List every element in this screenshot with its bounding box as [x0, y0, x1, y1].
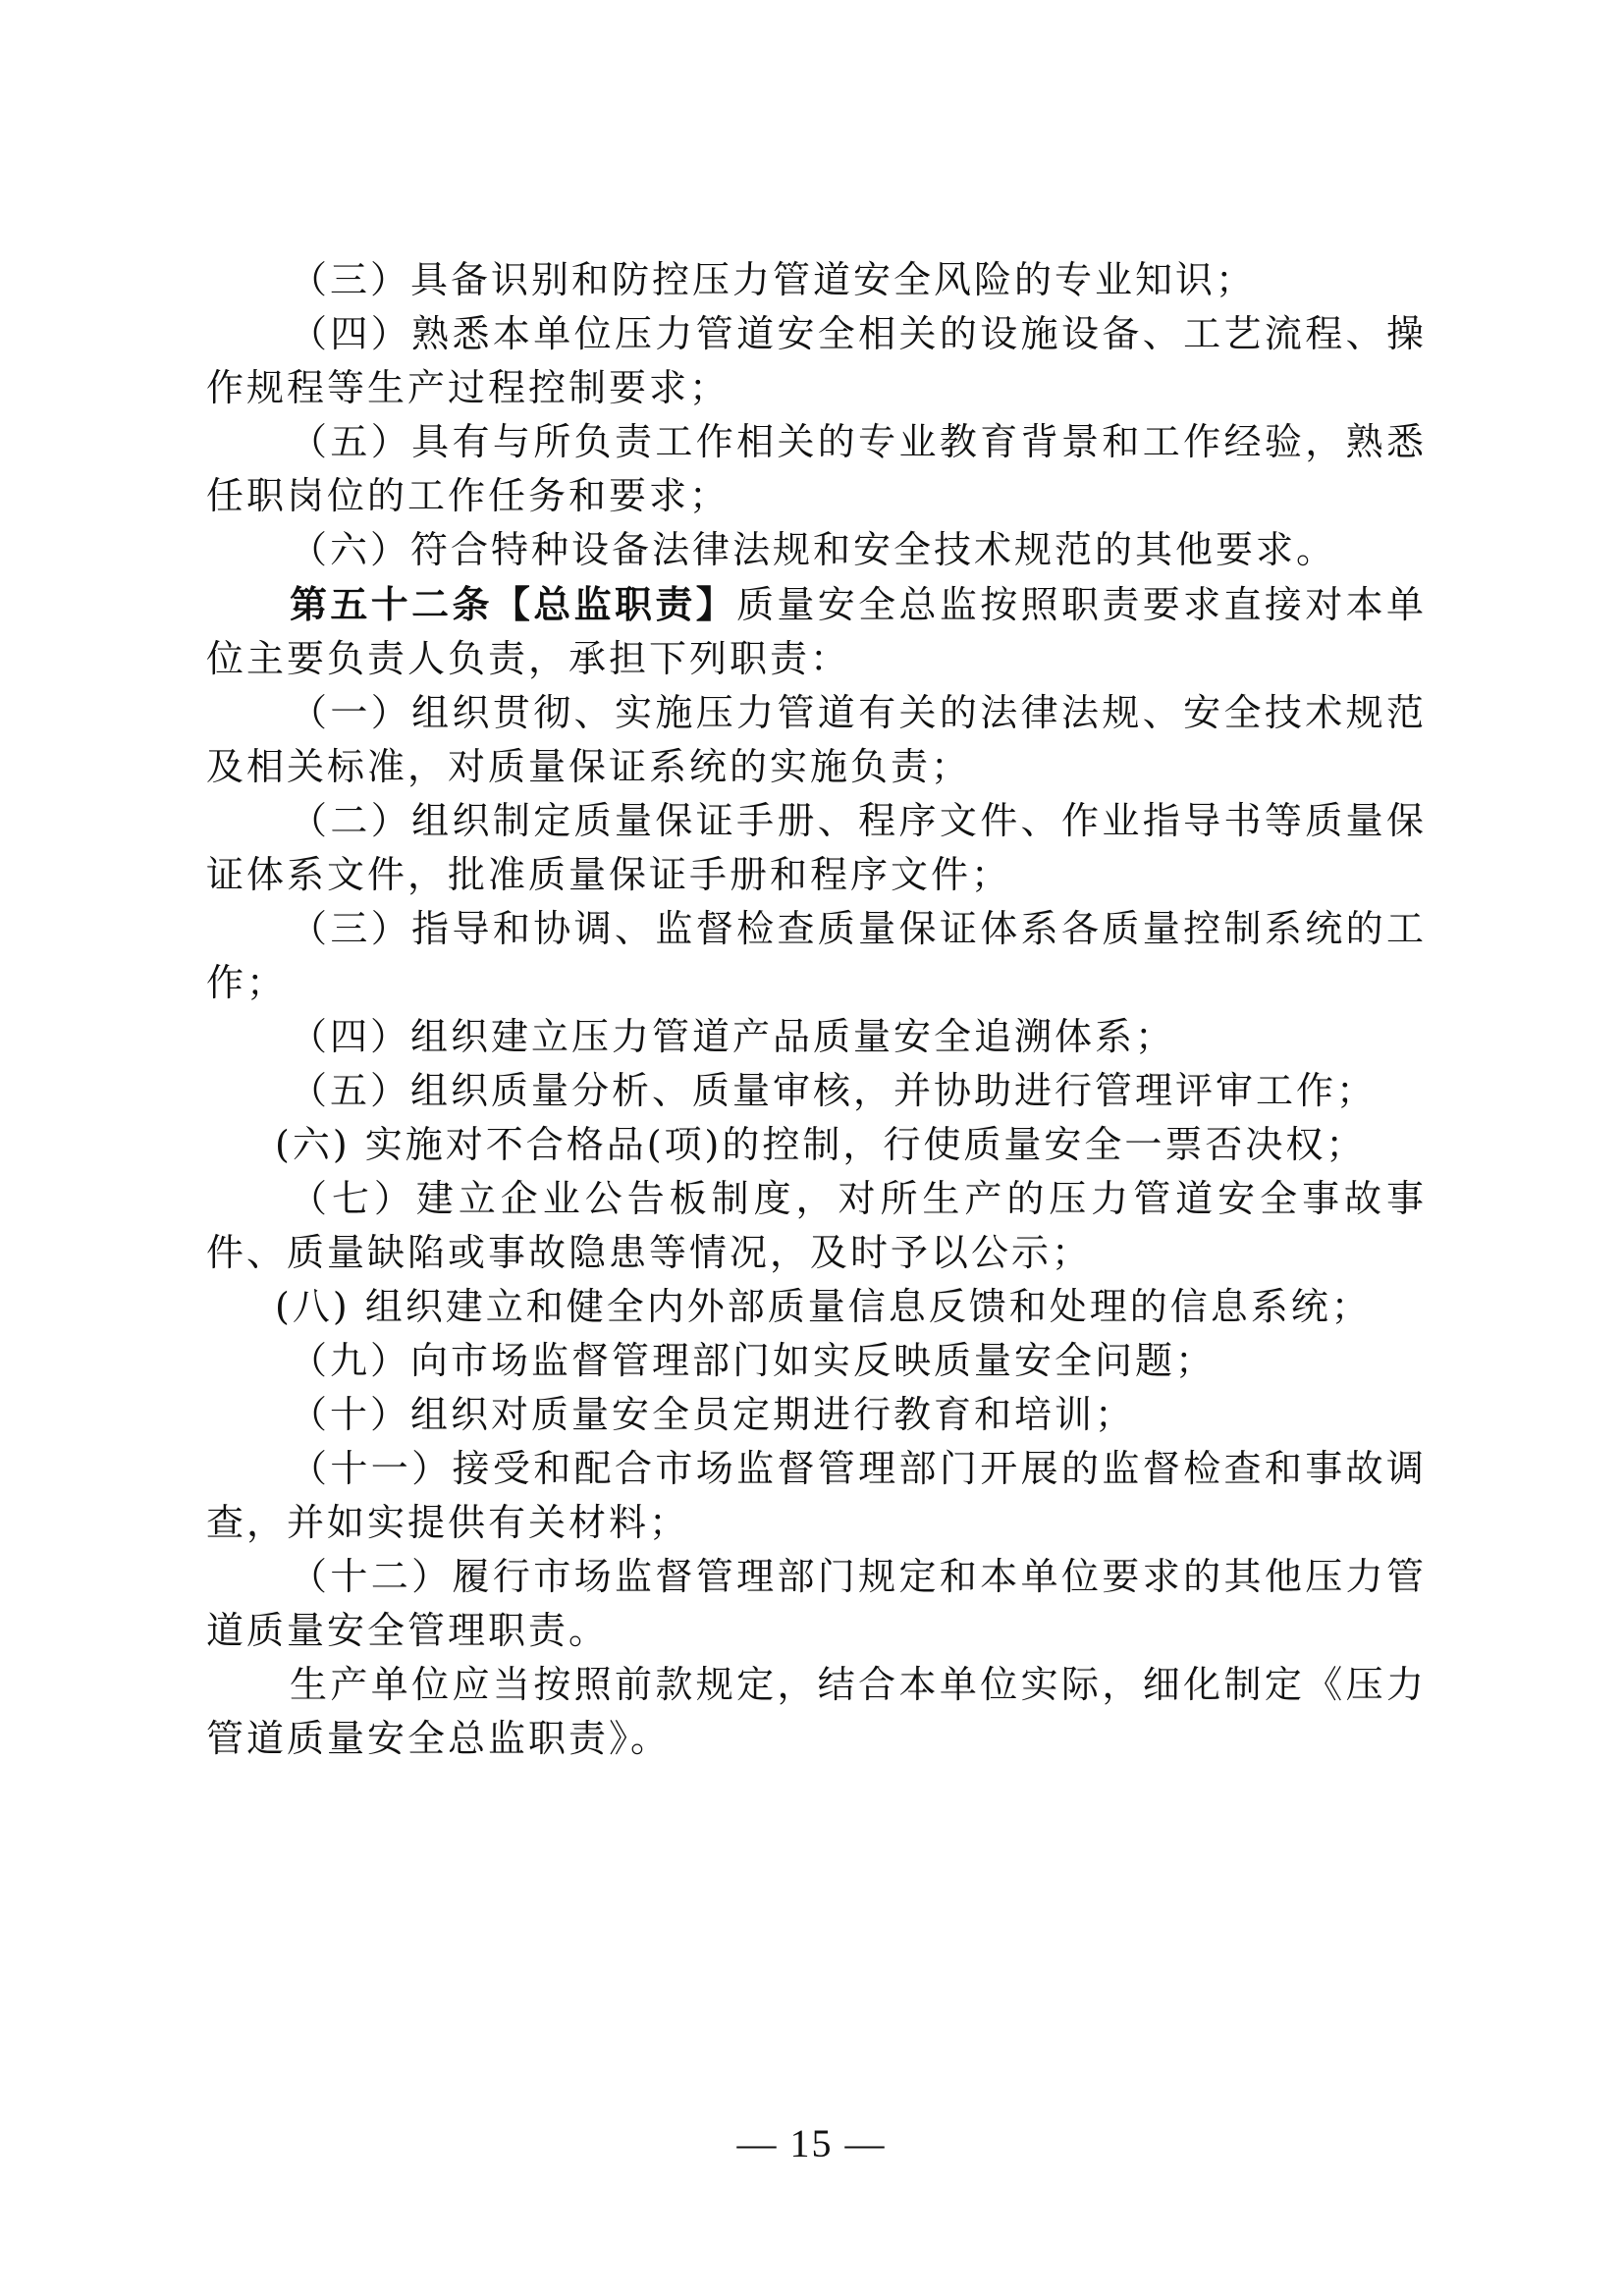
paragraph-duty-11: （十一）接受和配合市场监督管理部门开展的监督检查和事故调查，并如实提供有关材料；	[206, 1447, 1427, 1544]
paragraph-qualification-5: （五）具有与所负责工作相关的专业教育背景和工作经验，熟悉任职岗位的工作任务和要求；	[206, 420, 1427, 517]
article-heading: 第五十二条【总监职责】	[290, 582, 737, 626]
paragraph-qualification-3: （三）具备识别和防控压力管道安全风险的专业知识；	[290, 258, 1257, 301]
paragraph-duty-3: （三）指导和协调、监督检查质量保证体系各质量控制系统的工作；	[206, 907, 1427, 1004]
article-text: 质量安全总监按照职责要求直接对本单位主要负责人负责，承担下列职责：	[206, 583, 1427, 680]
paragraph-duty-10: （十）组织对质量安全员定期进行教育和培训；	[290, 1393, 1136, 1436]
paragraph-duty-9: （九）向市场监督管理部门如实反映质量安全问题；	[290, 1339, 1217, 1382]
paragraph-duty-7: （七）建立企业公告板制度，对所生产的压力管道安全事故事件、质量缺陷或事故隐患等情况，及时予以公示；	[206, 1177, 1427, 1274]
page-number: — 15 —	[736, 2121, 887, 2165]
paragraph-duty-6: (六) 实施对不合格品(项)的控制，行使质量安全一票否决权；	[275, 1123, 1367, 1166]
paragraph-article-52	[206, 577, 1427, 686]
paragraph-qualification-4: （四）熟悉本单位压力管道安全相关的设施设备、工艺流程、操作规程等生产过程控制要求；	[206, 312, 1427, 409]
document-body	[206, 253, 1427, 1766]
paragraph-closing: 生产单位应当按照前款规定，结合本单位实际，细化制定《压力管道质量安全总监职责》。	[206, 1663, 1427, 1760]
paragraph-duty-12: （十二）履行市场监督管理部门规定和本单位要求的其他压力管道质量安全管理职责。	[206, 1555, 1427, 1652]
paragraph-duty-2: （二）组织制定质量保证手册、程序文件、作业指导书等质量保证体系文件，批准质量保证手册和程序文件；	[206, 799, 1427, 896]
paragraph-duty-8: (八) 组织建立和健全内外部质量信息反馈和处理的信息系统；	[275, 1285, 1372, 1328]
paragraph-duty-1: （一）组织贯彻、实施压力管道有关的法律法规、安全技术规范及相关标准，对质量保证系统的实施负责；	[206, 691, 1427, 788]
paragraph-qualification-6: （六）符合特种设备法律法规和安全技术规范的其他要求。	[290, 528, 1337, 571]
paragraph-duty-5: （五）组织质量分析、质量审核，并协助进行管理评审工作；	[290, 1069, 1378, 1112]
paragraph-duty-4: （四）组织建立压力管道产品质量安全追溯体系；	[290, 1015, 1176, 1058]
